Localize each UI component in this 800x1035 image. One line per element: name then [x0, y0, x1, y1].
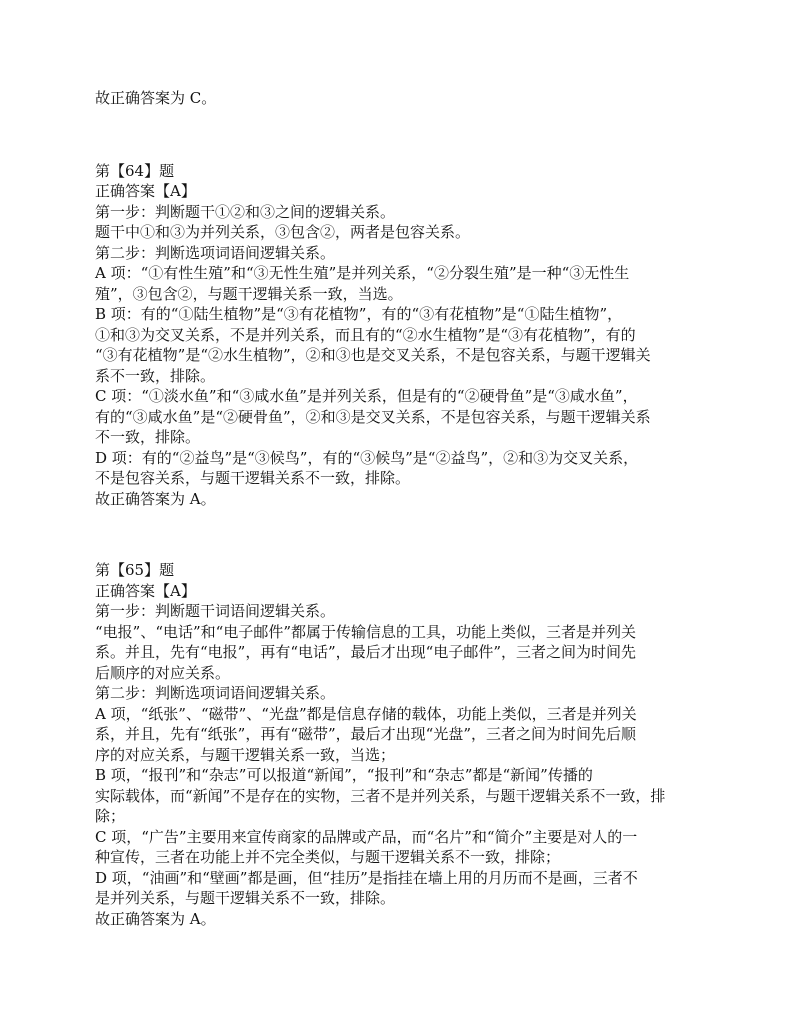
- conclusion-line: 故正确答案为 A。: [95, 909, 216, 928]
- explanation-line: 种宣传，三者在功能上并不完全类似，与题干逻辑关系不一致，排除；: [95, 848, 561, 866]
- explanation-line: 第二步：判断选项词语间逻辑关系。: [95, 684, 336, 702]
- explanation-line: B 项：有的“①陆生植物”是“③有花植物”，有的“③有花植物”是“①陆生植物”，: [95, 305, 623, 323]
- correct-answer: 正确答案【A】: [95, 581, 196, 600]
- explanation-line: 实际载体，而“新闻”不是存在的实物，三者不是并列关系，与题干逻辑关系不一致，排: [95, 786, 666, 805]
- question-title: 第【64】题: [95, 161, 175, 180]
- explanation-line: 题干中①和③为并列关系，③包含②，两者是包容关系。: [95, 223, 471, 241]
- explanation-line: “电报”、“电话”和“电子邮件”都属于传输信息的工具，功能上类似，三者是并列关: [95, 622, 637, 641]
- explanation-line: 后顺序的对应关系。: [95, 663, 231, 682]
- explanation-line: 不一致，排除。: [95, 428, 201, 446]
- explanation-line: 序的对应关系，与题干逻辑关系一致，当选；: [95, 745, 396, 764]
- conclusion-line: 故正确答案为 A。: [95, 489, 216, 508]
- explanation-line: C 项：“①淡水鱼”和“③咸水鱼”是并列关系，但是有的“②硬骨鱼”是“③咸水鱼”，: [95, 387, 638, 405]
- explanation-line: 系，并且，先有“纸张”，再有“磁带”，最后才出现“光盘”，三者之间为时间先后顺: [95, 725, 637, 743]
- explanation-line: 第一步：判断题干①②和③之间的逻辑关系。: [95, 202, 396, 221]
- explanation-line: D 项：有的“②益鸟”是“③候鸟”，有的“③候鸟”是“②益鸟”，②和③为交叉关系，: [95, 448, 639, 467]
- explanation-line: D 项，“油画”和“壁画”都是画，但“挂历”是指挂在墙上用的月历而不是画，三者不: [95, 868, 638, 887]
- section-gap: [95, 509, 715, 560]
- explanation-line: 除；: [95, 807, 126, 825]
- explanation-line: 殖”，③包含②，与题干逻辑关系一致，当选。: [95, 284, 403, 303]
- explanation-line: 第一步：判断题干词语间逻辑关系。: [95, 602, 336, 620]
- explanation-line: ①和③为交叉关系，不是并列关系，而且有的“②水生植物”是“③有花植物”，有的: [95, 325, 636, 344]
- previous-conclusion: 故正确答案为 C。: [95, 89, 217, 107]
- question-65-section: [95, 560, 715, 929]
- explanation-line: 是并列关系，与题干逻辑关系不一致，排除。: [95, 889, 396, 907]
- explanation-line: 第二步：判断选项词语间逻辑关系。: [95, 243, 336, 262]
- explanation-line: B 项，“报刊”和“杂志”可以报道“新闻”，“报刊”和“杂志”都是“新闻”传播的: [95, 766, 593, 784]
- explanation-line: 有的“③咸水鱼”是“②硬骨鱼”，②和③是交叉关系，不是包容关系，与题干逻辑关系: [95, 407, 651, 426]
- section-gap: [95, 109, 715, 161]
- explanation-line: A 项：“①有性生殖”和“③无性生殖”是并列关系，“②分裂生殖”是一种“③无性生: [95, 264, 630, 282]
- document-page: [95, 88, 715, 929]
- explanation-line: A 项，“纸张”、“磁带”、“光盘”都是信息存储的载体，功能上类似，三者是并列关: [95, 704, 637, 723]
- explanation-line: C 项，“广告”主要用来宣传商家的品牌或产品，而“名片”和“简介”主要是对人的一: [95, 827, 638, 846]
- explanation-line: 系。并且，先有“电报”，再有“电话”，最后才出现“电子邮件”，三者之间为时间先: [95, 643, 637, 661]
- explanation-line: 系不一致，排除。: [95, 366, 216, 385]
- question-64-section: [95, 161, 715, 510]
- explanation-line: 不是包容关系，与题干逻辑关系不一致，排除。: [95, 469, 411, 487]
- correct-answer: 正确答案【A】: [95, 182, 196, 200]
- question-title: 第【65】题: [95, 561, 175, 579]
- explanation-line: “③有花植物”是“②水生植物”，②和③也是交叉关系，不是包容关系，与题干逻辑关: [95, 346, 651, 364]
